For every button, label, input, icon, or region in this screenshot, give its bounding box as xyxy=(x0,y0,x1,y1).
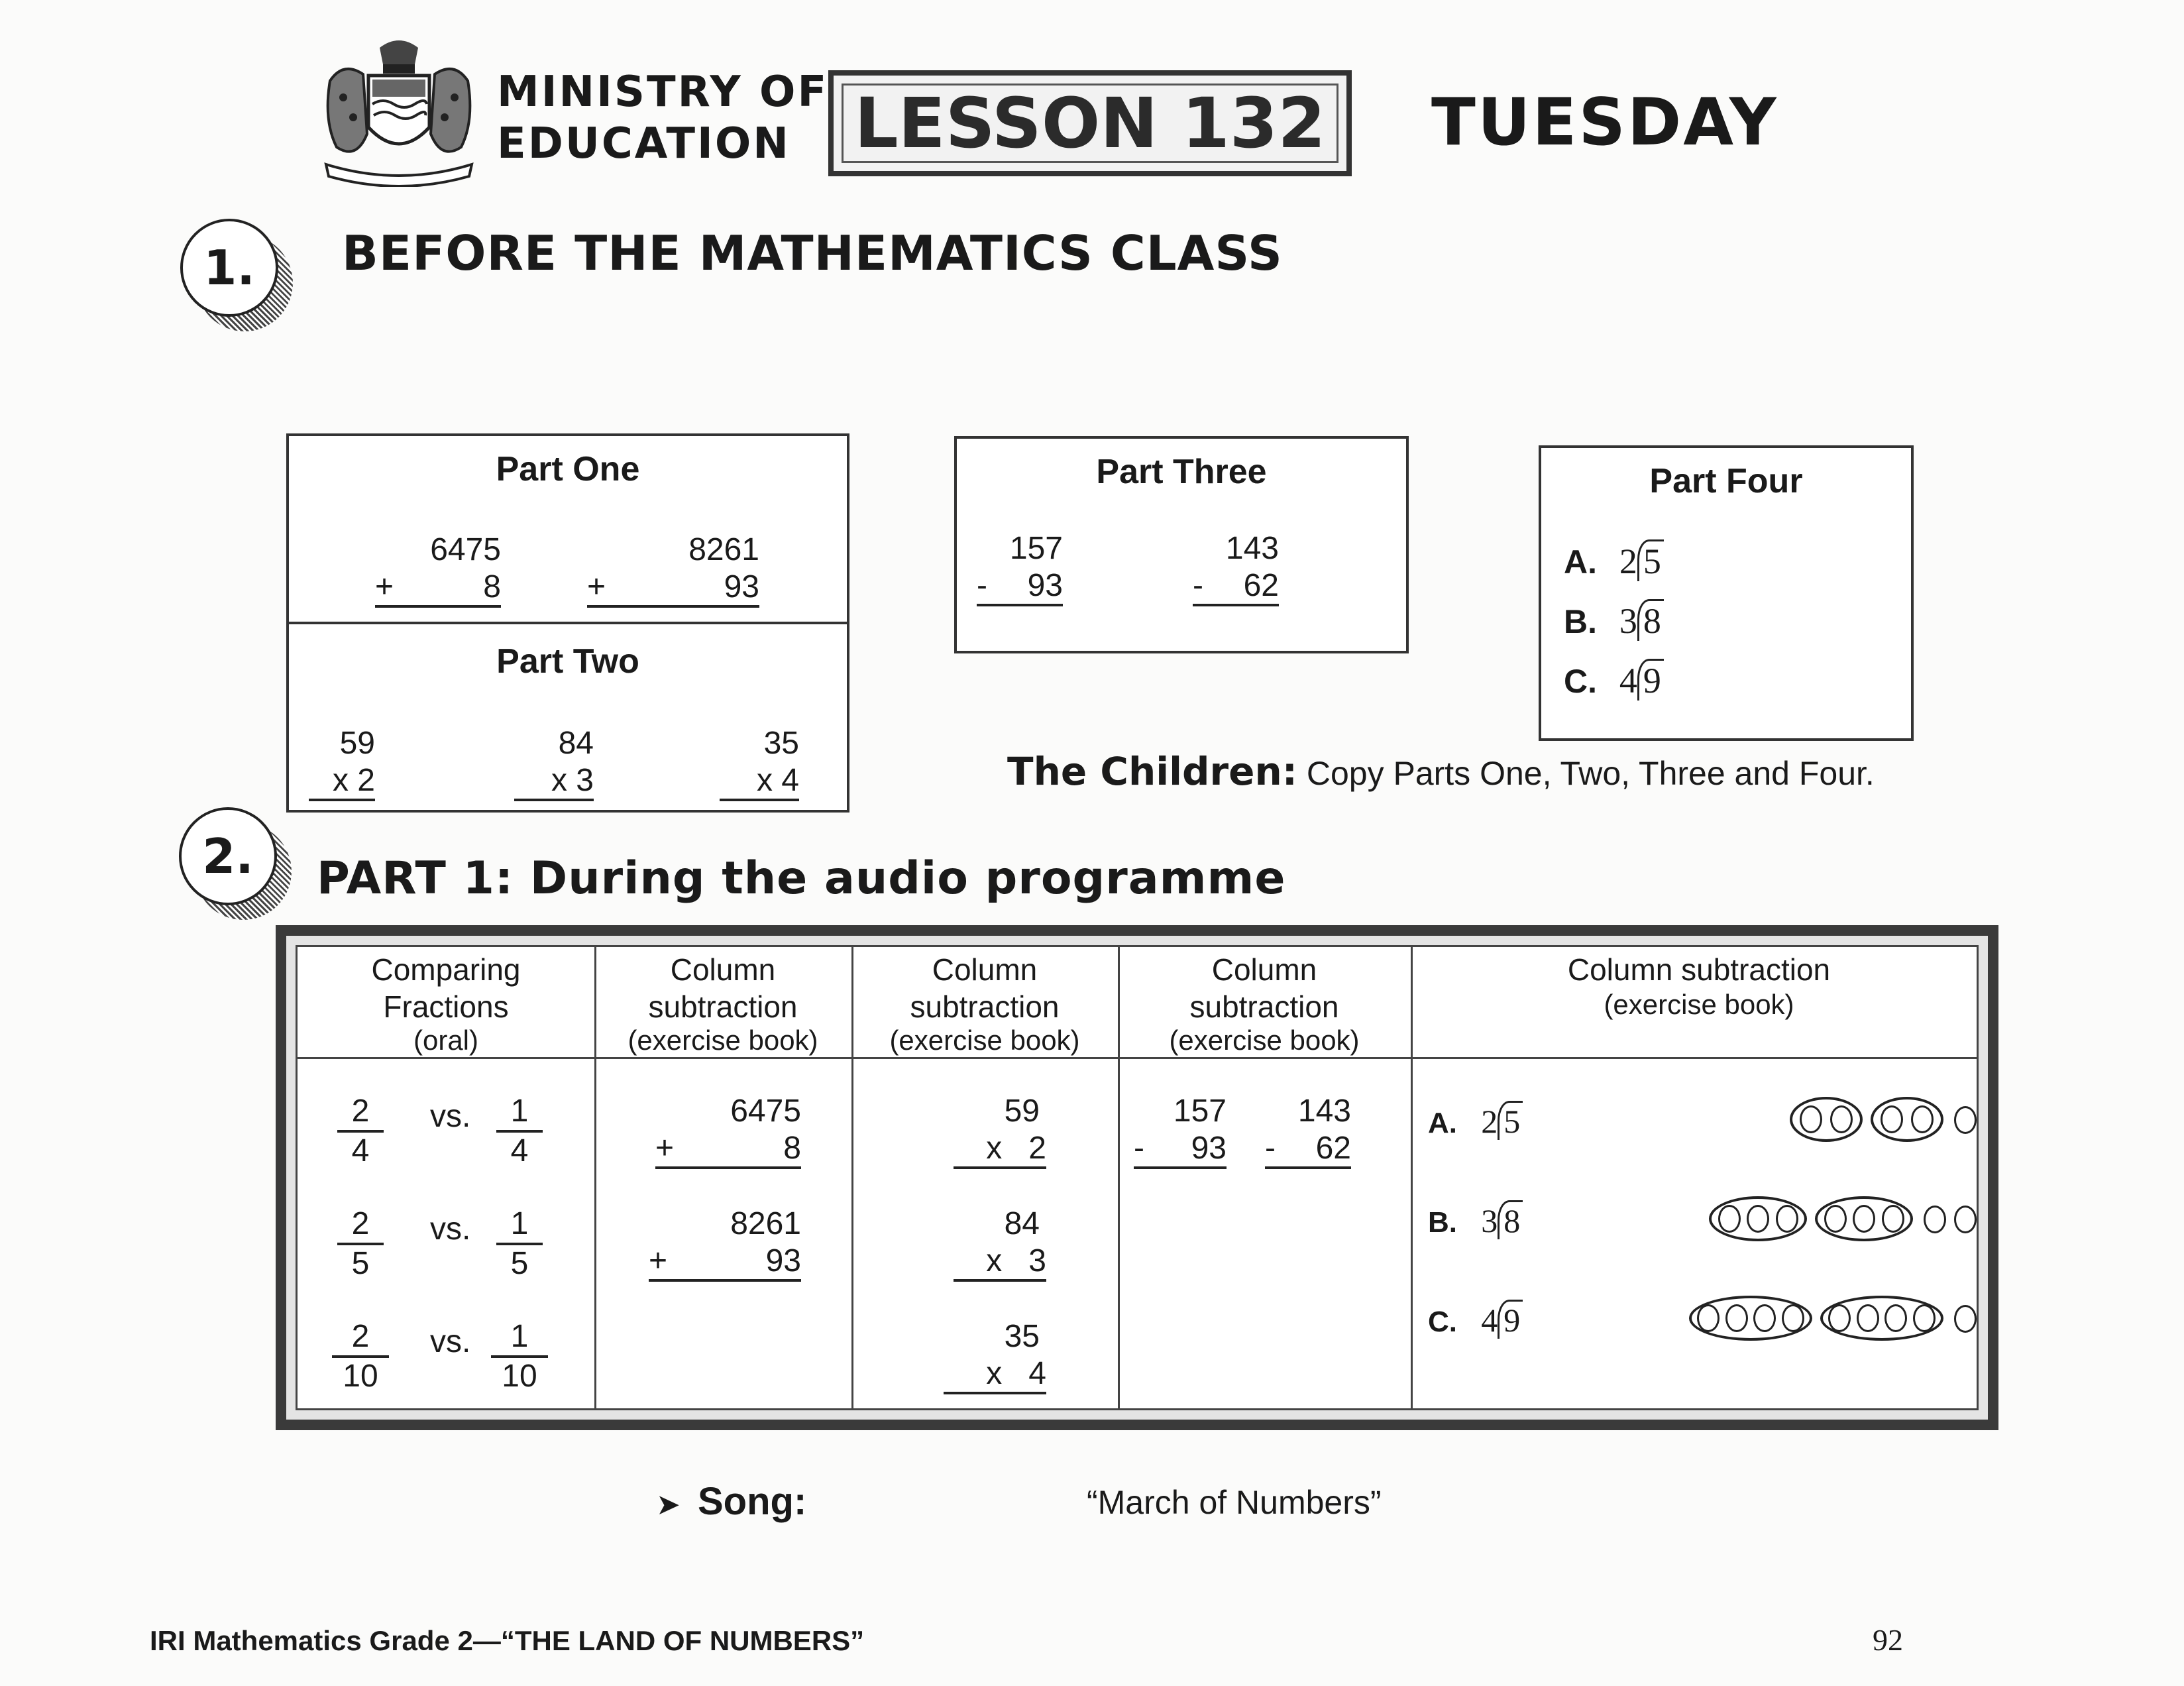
col2-p1-bottom xyxy=(655,1130,801,1169)
part-one-p2-num: 93 xyxy=(724,569,759,604)
fraction-row-3 xyxy=(298,1318,594,1398)
part-one-p2-top: 8261 xyxy=(688,532,759,567)
operator: - xyxy=(1134,1131,1144,1166)
numerator: 1 xyxy=(496,1093,543,1133)
part-three-p1-bottom xyxy=(977,567,1063,606)
long-division xyxy=(1481,1103,1523,1140)
operator: - xyxy=(1265,1131,1276,1166)
part-two-p2-bottom: x 3 xyxy=(514,762,594,801)
dividend: 5 xyxy=(1637,539,1664,581)
part-one-p1-op: + xyxy=(375,569,394,604)
header-column-4 xyxy=(1118,951,1411,1056)
counter-dot xyxy=(1782,1304,1804,1332)
item-letter: A. xyxy=(1564,543,1597,581)
item-letter: C. xyxy=(1428,1306,1457,1338)
section-2-number: 2. xyxy=(179,807,277,905)
dividend: 9 xyxy=(1498,1300,1523,1339)
part-four-title: Part Four xyxy=(1649,462,1803,500)
counter-dot xyxy=(1753,1304,1776,1332)
ministry-crest-logo xyxy=(317,34,481,187)
denominator: 10 xyxy=(502,1359,537,1394)
part-one-title: Part One xyxy=(496,450,640,488)
numerator: 2 xyxy=(337,1093,384,1133)
header-note: (oral) xyxy=(413,1025,478,1056)
counter-dot xyxy=(1776,1205,1798,1233)
part-one-p1-num: 8 xyxy=(483,569,501,604)
counter-dot xyxy=(1697,1304,1720,1332)
col2-p1-top: 6475 xyxy=(730,1094,801,1129)
header-note: (exercise book) xyxy=(1169,1025,1360,1056)
part-one-two-box xyxy=(286,433,849,813)
part-four-item-a xyxy=(1564,541,1664,582)
song-line xyxy=(656,1479,1451,1524)
numerator: 2 xyxy=(332,1318,389,1358)
counter-dot xyxy=(1718,1205,1741,1233)
part-one-p2-bottom xyxy=(587,569,759,608)
dividend: 8 xyxy=(1498,1200,1523,1239)
part-divider xyxy=(289,622,847,624)
denominator: 4 xyxy=(351,1133,370,1168)
children-text: Copy Parts One, Two, Three and Four. xyxy=(1306,755,1875,792)
footer-text: IRI Mathematics Grade 2—“THE LAND OF NUMBERS” xyxy=(150,1625,865,1656)
part-two-title: Part Two xyxy=(496,642,639,681)
part-one-p2-op: + xyxy=(587,569,606,604)
header-note: (exercise book) xyxy=(1604,989,1794,1020)
section-2-badge xyxy=(179,807,292,920)
header-line: subtraction xyxy=(648,989,798,1024)
counter-dot xyxy=(1882,1205,1904,1233)
part-three-p2-num: 62 xyxy=(1243,568,1279,603)
group-oval xyxy=(1790,1097,1863,1142)
col5-item-c xyxy=(1428,1301,1523,1339)
divisor: 2 xyxy=(1619,541,1637,581)
operand: 93 xyxy=(1191,1131,1227,1166)
header-line: Column xyxy=(670,952,776,987)
part-three-p2-op: - xyxy=(1193,568,1203,603)
fraction-left xyxy=(332,1318,389,1395)
col2-p2-top: 8261 xyxy=(730,1206,801,1241)
part-three-p2-top: 143 xyxy=(1225,531,1279,566)
part-three-box xyxy=(954,436,1409,653)
part-two-p3-top: 35 xyxy=(763,726,799,761)
col2-p2-bottom xyxy=(649,1243,801,1282)
part-three-p2-bottom xyxy=(1193,567,1279,606)
counter-dot xyxy=(1800,1105,1822,1133)
item-letter: C. xyxy=(1564,663,1597,700)
vs-label: vs. xyxy=(430,1211,471,1247)
operand: 62 xyxy=(1315,1131,1351,1166)
counter-dot xyxy=(1881,1105,1903,1133)
item-letter: B. xyxy=(1564,603,1597,640)
item-letter: A. xyxy=(1428,1107,1457,1139)
col4-p1-top: 157 xyxy=(1173,1094,1227,1129)
long-division xyxy=(1619,601,1664,641)
dividend: 5 xyxy=(1498,1101,1523,1140)
day-label: TUESDAY xyxy=(1431,85,1778,160)
counter-dot xyxy=(1824,1205,1847,1233)
counter-dot xyxy=(1884,1304,1907,1332)
header-line: Comparing xyxy=(371,952,521,987)
col3-p1-top: 59 xyxy=(1004,1094,1040,1129)
counter-dot xyxy=(1853,1205,1875,1233)
operator: + xyxy=(655,1131,675,1166)
operand: 8 xyxy=(783,1131,801,1166)
group-oval xyxy=(1820,1296,1943,1341)
page-number: 92 xyxy=(1873,1623,1903,1657)
counter-dot xyxy=(1725,1304,1748,1332)
fraction-left xyxy=(337,1206,384,1282)
section-1-title: BEFORE THE MATHEMATICS CLASS xyxy=(342,225,1283,281)
group-oval xyxy=(1815,1196,1913,1241)
counter-dot xyxy=(1857,1304,1879,1332)
fraction-right xyxy=(496,1093,543,1170)
header-column-2 xyxy=(594,951,851,1056)
group-oval xyxy=(1709,1196,1807,1241)
part-one-p1-bottom xyxy=(375,569,501,608)
part-four-item-c xyxy=(1564,660,1664,701)
part-four-box xyxy=(1539,445,1914,741)
part-four-item-b xyxy=(1564,600,1664,642)
divisor: 3 xyxy=(1481,1202,1498,1239)
long-division xyxy=(1481,1202,1523,1239)
section-1-badge xyxy=(180,219,293,331)
part-one-p1-top: 6475 xyxy=(430,532,501,567)
ministry-title xyxy=(497,66,828,170)
part-two-p1-bottom: x 2 xyxy=(309,762,375,801)
long-division xyxy=(1619,541,1664,581)
counter-dot xyxy=(1911,1105,1934,1133)
section-2-title: PART 1: During the audio programme xyxy=(317,852,1286,905)
children-label: The Children: xyxy=(1007,749,1297,794)
fraction-left xyxy=(337,1093,384,1170)
part-two-p2-top: 84 xyxy=(558,726,594,761)
header-line: subtraction xyxy=(1189,989,1339,1024)
remainder-dot xyxy=(1924,1206,1946,1233)
fraction-right xyxy=(491,1318,548,1395)
remainder-dot xyxy=(1954,1206,1977,1233)
numerator: 2 xyxy=(337,1206,384,1245)
ministry-line-2: EDUCATION xyxy=(497,119,791,168)
header-line: Column xyxy=(1211,952,1317,987)
group-oval xyxy=(1871,1097,1943,1142)
counter-dot xyxy=(1830,1105,1853,1133)
col4-p2-bottom xyxy=(1265,1130,1351,1169)
long-division xyxy=(1619,661,1664,701)
denominator: 5 xyxy=(510,1246,529,1281)
lesson-number: LESSON 132 xyxy=(842,84,1338,163)
col3-p2-bottom: x 3 xyxy=(954,1243,1046,1282)
vs-label: vs. xyxy=(430,1099,471,1134)
fraction-row-1 xyxy=(298,1093,594,1172)
section-1-number: 1. xyxy=(180,219,278,317)
lesson-table-inner xyxy=(296,945,1979,1410)
divisor: 3 xyxy=(1619,601,1637,641)
denominator: 5 xyxy=(351,1246,370,1281)
col4-p2-top: 143 xyxy=(1297,1094,1351,1129)
counter-dot xyxy=(1747,1205,1769,1233)
song-title: “March of Numbers” xyxy=(1087,1484,1382,1521)
col3-p3-top: 35 xyxy=(1004,1319,1040,1354)
lesson-banner xyxy=(828,70,1352,176)
header-column-3 xyxy=(851,951,1118,1056)
fraction-row-2 xyxy=(298,1206,594,1285)
remainder-dot xyxy=(1954,1106,1977,1134)
dividend: 9 xyxy=(1637,659,1664,701)
vs-label: vs. xyxy=(430,1324,471,1359)
col4-p1-bottom xyxy=(1134,1130,1227,1169)
song-label: Song: xyxy=(698,1480,807,1523)
col5-item-a xyxy=(1428,1102,1523,1141)
col5-item-b xyxy=(1428,1202,1523,1240)
divisor: 2 xyxy=(1481,1103,1498,1140)
part-two-p1-top: 59 xyxy=(339,726,375,761)
header-line: subtraction xyxy=(910,989,1060,1024)
header-line: Fractions xyxy=(383,989,509,1024)
children-instruction xyxy=(1007,749,1875,794)
ministry-line-1: MINISTRY OF xyxy=(497,68,829,117)
numerator: 1 xyxy=(496,1206,543,1245)
col3-p3-bottom: x 4 xyxy=(944,1355,1046,1394)
header-note: (exercise book) xyxy=(628,1025,818,1056)
part-three-title: Part Three xyxy=(1096,453,1267,491)
part-three-p1-top: 157 xyxy=(1009,531,1063,566)
col3-p2-top: 84 xyxy=(1004,1206,1040,1241)
header-line: Column xyxy=(932,952,1038,987)
counter-dot xyxy=(1913,1304,1936,1332)
item-letter: B. xyxy=(1428,1206,1457,1239)
arrow-bullet-icon: ➤ xyxy=(656,1489,681,1521)
counter-dot xyxy=(1828,1304,1851,1332)
divisor: 4 xyxy=(1619,661,1637,701)
col3-p1-bottom: x 2 xyxy=(954,1130,1046,1169)
header-note: (exercise book) xyxy=(889,1025,1080,1056)
group-oval xyxy=(1689,1296,1812,1341)
fraction-right xyxy=(496,1206,543,1282)
dividend: 8 xyxy=(1637,599,1664,641)
remainder-dot xyxy=(1954,1305,1977,1333)
divisor: 4 xyxy=(1481,1302,1498,1339)
long-division xyxy=(1481,1302,1523,1339)
part-three-p1-op: - xyxy=(977,568,987,603)
header-comparing-fractions xyxy=(298,951,594,1056)
part-two-p3-bottom: x 4 xyxy=(720,762,799,801)
lesson-table xyxy=(276,925,1998,1430)
grouping-diagrams xyxy=(1689,947,1987,1411)
header-line: Column subtraction xyxy=(1567,952,1831,987)
operand: 93 xyxy=(765,1243,801,1278)
denominator: 4 xyxy=(510,1133,529,1168)
numerator: 1 xyxy=(491,1318,548,1358)
denominator: 10 xyxy=(343,1359,378,1394)
part-three-p1-num: 93 xyxy=(1027,568,1063,603)
operator: + xyxy=(649,1243,668,1278)
